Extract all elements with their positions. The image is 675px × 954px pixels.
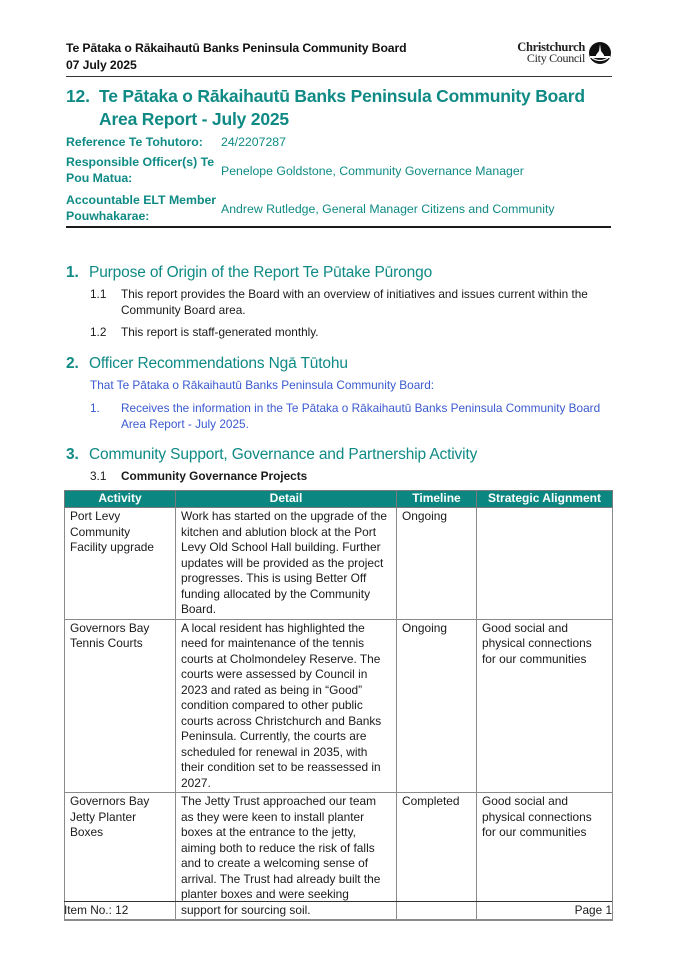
paragraph-1-2: 1.2 This report is staff-generated monthly.	[90, 325, 319, 339]
meta-value: Penelope Goldstone, Community Governance Manager	[221, 164, 524, 178]
cell-activity: Port Levy Community Facility upgrade	[65, 508, 176, 620]
recommendation-intro: That Te Pātaka o Rākaihautū Banks Peninsula Community Board:	[90, 378, 435, 392]
governance-projects-table	[64, 490, 613, 921]
cell-timeline: Ongoing	[397, 619, 477, 793]
cell-alignment: Good social and physical connections for our communities	[477, 793, 613, 921]
header-board-name: Te Pātaka o Rākaihautū Banks Peninsula Community Board	[66, 41, 407, 55]
table-row	[65, 508, 613, 620]
logo-line2: City Council	[526, 51, 585, 65]
title-line1: Te Pātaka o Rākaihautū Banks Peninsula Community Board	[99, 86, 585, 106]
footer-item-number: Item No.: 12	[64, 903, 129, 917]
cell-timeline: Ongoing	[397, 508, 477, 620]
meta-label: Accountable ELT Member Pouwhakarae:	[66, 193, 217, 223]
item-number: 12.	[66, 86, 90, 106]
cell-detail: A local resident has highlighted the need for maintenance of the tennis courts at Cholmondeley Reserve. The courts were assessed by Council in 2023 and rated as being in “Good” condition compared to other public courts across Christchurch and Banks Peninsula. Currently, the courts are scheduled for renewal in 2035, with their condition set to be reassessed in 2027.	[176, 619, 397, 793]
column-header-timeline: Timeline	[397, 491, 477, 508]
meta-divider	[66, 226, 611, 228]
column-header-strategic-alignment: Strategic Alignment	[477, 491, 613, 508]
cell-detail: The Jetty Trust approached our team as they were keen to install planter boxes at the entrance to the jetty, aiming both to reduce the risk of falls and to create a welcoming sense of arrival. The Trust had already built the planter boxes and were seeking support for sourcing soil.	[176, 793, 397, 921]
column-header-activity: Activity	[65, 491, 176, 508]
cell-alignment	[477, 508, 613, 620]
cell-timeline: Completed	[397, 793, 477, 921]
paragraph-1-1: 1.1 This report provides the Board with an overview of initiatives and issues current within the Community Board area.	[90, 287, 588, 317]
section-2-heading: 2. Officer Recommendations Ngā Tūtohu	[66, 355, 348, 372]
column-header-detail: Detail	[176, 491, 397, 508]
section-1-heading: 1. Purpose of Origin of the Report Te Pūtake Pūrongo	[66, 264, 433, 281]
running-header	[66, 40, 612, 77]
meta-label: Responsible Officer(s) Te Pou Matua:	[66, 155, 215, 185]
cell-activity: Governors Bay Jetty Planter Boxes	[65, 793, 176, 921]
recommendation-1: 1. Receives the information in the Te Pātaka o Rākaihautū Banks Peninsula Community Board Area Report - July 2025.	[90, 401, 601, 431]
cell-detail: Work has started on the upgrade of the kitchen and ablution block at the Port Levy Old School Hall building. Further updates will be provided as the project progresses. This is using Better Off funding allocated by the Community Board.	[176, 508, 397, 620]
page-footer	[64, 901, 612, 917]
footer-page-number: Page 1	[574, 903, 612, 917]
logo-line1: Christchurch	[517, 40, 585, 54]
cell-activity: Governors Bay Tennis Courts	[65, 619, 176, 793]
meta-label: Reference Te Tohutoro:	[66, 135, 203, 149]
section-3-heading: 3. Community Support, Governance and Partnership Activity	[66, 446, 478, 463]
table-row	[65, 619, 613, 793]
ccc-cathedral-logo-icon	[588, 41, 612, 65]
council-logo	[517, 41, 612, 65]
report-title	[66, 85, 626, 131]
table-header-row	[65, 491, 613, 508]
title-line2: Area Report - July 2025	[99, 109, 289, 129]
meta-value: Andrew Rutledge, General Manager Citizens and Community	[221, 202, 555, 216]
meta-value: 24/2207287	[221, 135, 286, 149]
header-date: 07 July 2025	[66, 58, 137, 72]
cell-alignment: Good social and physical connections for our communities	[477, 619, 613, 793]
subsection-3-1: 3.1 Community Governance Projects	[90, 469, 308, 483]
